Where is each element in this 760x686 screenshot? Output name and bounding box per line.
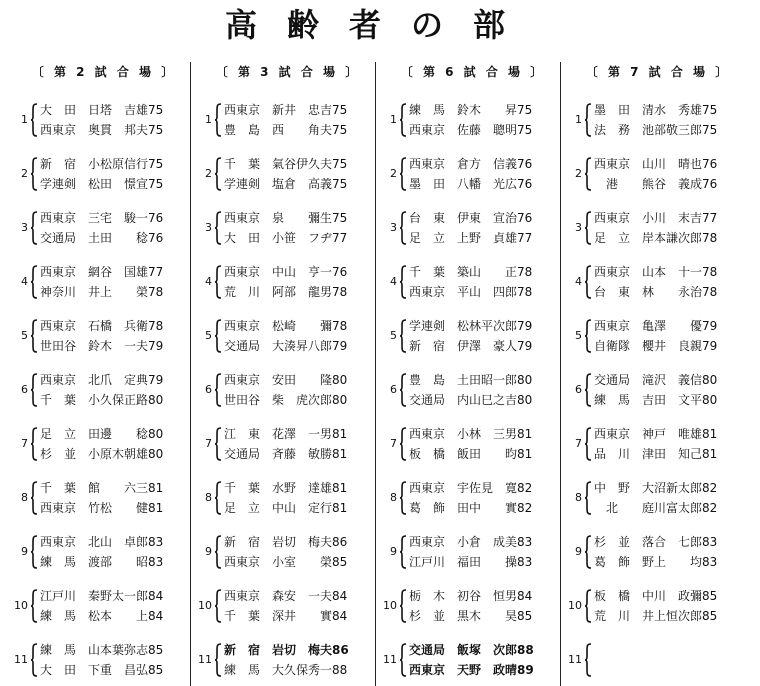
competitor-bottom: 千 葉 小久保正路80 bbox=[40, 393, 164, 407]
brace-icon bbox=[214, 211, 220, 245]
match-row bbox=[198, 370, 378, 412]
competitor-bottom: 自衛隊 櫻井 良親79 bbox=[594, 339, 718, 353]
match-number: 4 bbox=[205, 275, 212, 288]
brace-icon bbox=[399, 211, 405, 245]
competitor-bottom: 葛 飾 田中 實82 bbox=[409, 501, 533, 515]
competitor-top: 西東京 北爪 定典79 bbox=[40, 373, 164, 387]
competitor-bottom: 学連剣 松田 憬宣75 bbox=[40, 177, 164, 191]
match-row bbox=[14, 208, 194, 250]
column-header: 〔 第 2 試 合 場 〕 bbox=[31, 65, 177, 79]
competitor-top: 西東京 森安 一夫84 bbox=[224, 589, 348, 603]
competitor-top: 西東京 安田 隆80 bbox=[224, 373, 348, 387]
competitor-bottom: 荒 川 井上恒次郎85 bbox=[594, 609, 718, 623]
competitor-bottom: 交通局 大湊昇八郎79 bbox=[224, 339, 348, 353]
competitor-top: 新 宿 岩切 梅夫86 bbox=[224, 535, 348, 549]
competitor-top: 中 野 大沼新太郎82 bbox=[594, 481, 718, 495]
competitor-bottom: 品 川 津田 知己81 bbox=[594, 447, 718, 461]
competitor-bottom: 杉 並 小原木朝雄80 bbox=[40, 447, 164, 461]
match-number: 2 bbox=[21, 167, 28, 180]
brace-icon bbox=[214, 373, 220, 407]
match-number: 11 bbox=[383, 653, 397, 666]
competitor-top: 千 葉 氣谷伊久夫75 bbox=[224, 157, 348, 171]
competitor-top: 西東京 小川 末吉77 bbox=[594, 211, 718, 225]
match-number: 9 bbox=[205, 545, 212, 558]
competitor-bottom: 西東京 平山 四郎78 bbox=[409, 285, 533, 299]
brace-icon bbox=[399, 319, 405, 353]
match-number: 7 bbox=[575, 437, 582, 450]
competitor-top: 豊 島 土田昭一郎80 bbox=[409, 373, 533, 387]
brace-icon bbox=[214, 319, 220, 353]
competitor-top: 交通局 滝沢 義信80 bbox=[594, 373, 718, 387]
brace-icon bbox=[584, 211, 590, 245]
brace-icon bbox=[30, 589, 36, 623]
competitor-bottom: 江戸川 福田 操83 bbox=[409, 555, 533, 569]
brace-icon bbox=[584, 481, 590, 515]
competitor-top: 西東京 三宅 駿一76 bbox=[40, 211, 164, 225]
competitor-top: 江戸川 秦野太一郎84 bbox=[40, 589, 164, 603]
competitor-top: 練 馬 鈴木 昇75 bbox=[409, 103, 533, 117]
match-column bbox=[14, 62, 194, 677]
match-row bbox=[383, 478, 563, 520]
match-number: 8 bbox=[21, 491, 28, 504]
brace-icon bbox=[399, 427, 405, 461]
competitor-top: 千 葉 築山 正78 bbox=[409, 265, 533, 279]
match-row bbox=[198, 478, 378, 520]
match-row bbox=[568, 640, 748, 682]
brace-icon bbox=[214, 103, 220, 137]
match-row bbox=[198, 424, 378, 466]
match-row bbox=[568, 586, 748, 628]
match-row bbox=[14, 424, 194, 466]
match-row bbox=[568, 478, 748, 520]
match-row bbox=[198, 586, 378, 628]
match-column bbox=[383, 62, 563, 677]
match-row bbox=[568, 154, 748, 196]
competitor-top: 交通局 飯塚 次郎88 bbox=[409, 643, 534, 657]
match-row bbox=[198, 100, 378, 142]
match-row bbox=[568, 532, 748, 574]
match-row bbox=[198, 208, 378, 250]
match-number: 6 bbox=[205, 383, 212, 396]
column-header: 〔 第 6 試 合 場 〕 bbox=[400, 65, 546, 79]
match-number: 9 bbox=[390, 545, 397, 558]
competitor-top: 西東京 北山 卓郎83 bbox=[40, 535, 164, 549]
brace-icon bbox=[214, 481, 220, 515]
competitor-bottom: 港 熊谷 義成76 bbox=[594, 177, 718, 191]
match-number: 2 bbox=[575, 167, 582, 180]
match-column bbox=[568, 62, 748, 666]
match-row bbox=[383, 262, 563, 304]
brace-icon bbox=[584, 535, 590, 569]
brace-icon bbox=[399, 103, 405, 137]
competitor-bottom: 葛 飾 野上 均83 bbox=[594, 555, 718, 569]
match-number: 8 bbox=[575, 491, 582, 504]
brace-icon bbox=[399, 157, 405, 191]
match-row bbox=[198, 262, 378, 304]
match-number: 5 bbox=[21, 329, 28, 342]
match-row bbox=[14, 370, 194, 412]
competitor-bottom: 西東京 天野 政晴89 bbox=[409, 663, 534, 677]
match-row bbox=[14, 640, 194, 682]
match-number: 7 bbox=[205, 437, 212, 450]
match-number: 10 bbox=[14, 599, 28, 612]
brace-icon bbox=[584, 319, 590, 353]
match-number: 5 bbox=[390, 329, 397, 342]
match-row bbox=[198, 316, 378, 358]
brace-icon bbox=[399, 535, 405, 569]
match-number: 9 bbox=[21, 545, 28, 558]
match-number: 11 bbox=[14, 653, 28, 666]
brace-icon bbox=[30, 535, 36, 569]
competitor-bottom: 学連剣 塩倉 高義75 bbox=[224, 177, 348, 191]
match-row bbox=[198, 154, 378, 196]
competitor-bottom: 新 宿 伊澤 豪人79 bbox=[409, 339, 533, 353]
competitor-top: 西東京 泉 彌生75 bbox=[224, 211, 348, 225]
match-row bbox=[383, 424, 563, 466]
match-row bbox=[568, 316, 748, 358]
brace-icon bbox=[30, 427, 36, 461]
match-number: 11 bbox=[198, 653, 212, 666]
competitor-bottom: 交通局 土田 稔76 bbox=[40, 231, 164, 245]
competitor-top: 千 葉 館 六三81 bbox=[40, 481, 164, 495]
competitor-bottom: 杉 並 黒木 昊85 bbox=[409, 609, 533, 623]
brace-icon bbox=[584, 589, 590, 623]
brace-icon bbox=[30, 211, 36, 245]
match-number: 6 bbox=[390, 383, 397, 396]
competitor-bottom: 西東京 竹松 健81 bbox=[40, 501, 164, 515]
match-row bbox=[14, 316, 194, 358]
brace-icon bbox=[584, 427, 590, 461]
brace-icon bbox=[214, 589, 220, 623]
competitor-top: 杉 並 落合 七郎83 bbox=[594, 535, 718, 549]
brace-icon bbox=[30, 643, 36, 677]
match-number: 1 bbox=[390, 113, 397, 126]
competitor-top: 西東京 亀澤 優79 bbox=[594, 319, 718, 333]
competitor-bottom: 練 馬 吉田 文平80 bbox=[594, 393, 718, 407]
match-number: 3 bbox=[205, 221, 212, 234]
match-row bbox=[383, 316, 563, 358]
match-row bbox=[383, 370, 563, 412]
competitor-bottom: 練 馬 渡部 昭83 bbox=[40, 555, 164, 569]
competitor-bottom: 交通局 斉藤 敏勝81 bbox=[224, 447, 348, 461]
competitor-top: 足 立 田邊 稔80 bbox=[40, 427, 164, 441]
competitor-bottom: 法 務 池部敬三郎75 bbox=[594, 123, 718, 137]
brace-icon bbox=[399, 373, 405, 407]
match-number: 4 bbox=[575, 275, 582, 288]
match-row bbox=[383, 100, 563, 142]
competitor-bottom: 豊 島 西 角夫75 bbox=[224, 123, 348, 137]
match-row bbox=[383, 154, 563, 196]
match-number: 1 bbox=[575, 113, 582, 126]
match-number: 2 bbox=[390, 167, 397, 180]
brace-icon bbox=[584, 265, 590, 299]
match-row bbox=[14, 586, 194, 628]
competitor-bottom: 足 立 中山 定行81 bbox=[224, 501, 348, 515]
match-row bbox=[568, 424, 748, 466]
match-number: 6 bbox=[575, 383, 582, 396]
competitor-bottom: 西東京 佐藤 聰明75 bbox=[409, 123, 533, 137]
match-row bbox=[383, 532, 563, 574]
match-number: 10 bbox=[383, 599, 397, 612]
match-number: 3 bbox=[21, 221, 28, 234]
competitor-bottom: 荒 川 阿部 龍男78 bbox=[224, 285, 348, 299]
competitor-top: 台 東 伊東 宣治76 bbox=[409, 211, 533, 225]
brace-icon bbox=[30, 157, 36, 191]
match-row bbox=[383, 208, 563, 250]
match-row bbox=[14, 532, 194, 574]
match-number: 4 bbox=[21, 275, 28, 288]
competitor-bottom: 足 立 上野 貞雄77 bbox=[409, 231, 533, 245]
competitor-top: 西東京 松崎 彌78 bbox=[224, 319, 348, 333]
competitor-top: 西東京 新井 忠吉75 bbox=[224, 103, 348, 117]
brace-icon bbox=[399, 481, 405, 515]
brace-icon bbox=[584, 373, 590, 407]
competitor-top: 練 馬 山本葉弥志85 bbox=[40, 643, 164, 657]
competitor-top: 新 宿 小松原信行75 bbox=[40, 157, 164, 171]
competitor-top: 栃 木 初谷 恒男84 bbox=[409, 589, 533, 603]
brace-icon bbox=[30, 481, 36, 515]
brace-icon bbox=[30, 319, 36, 353]
competitor-top: 西東京 山川 晴也76 bbox=[594, 157, 718, 171]
match-column bbox=[198, 62, 378, 677]
competitor-bottom: 練 馬 大久保秀一88 bbox=[224, 663, 348, 677]
competitor-bottom: 西東京 小室 榮85 bbox=[224, 555, 348, 569]
competitor-top: 江 東 花澤 一男81 bbox=[224, 427, 348, 441]
match-number: 10 bbox=[198, 599, 212, 612]
match-number: 7 bbox=[21, 437, 28, 450]
competitor-top: 西東京 山本 十一78 bbox=[594, 265, 718, 279]
brace-icon bbox=[30, 103, 36, 137]
match-number: 3 bbox=[390, 221, 397, 234]
brace-icon bbox=[214, 157, 220, 191]
match-row bbox=[198, 640, 378, 682]
column-header: 〔 第 3 試 合 場 〕 bbox=[215, 65, 361, 79]
brace-icon bbox=[399, 589, 405, 623]
brace-icon bbox=[214, 265, 220, 299]
competitor-bottom: 練 馬 松本 上84 bbox=[40, 609, 164, 623]
competitor-top: 西東京 中山 亨一76 bbox=[224, 265, 348, 279]
match-row bbox=[14, 478, 194, 520]
competitor-bottom: 板 橋 飯田 昀81 bbox=[409, 447, 533, 461]
brace-icon bbox=[584, 643, 590, 677]
competitor-bottom: 足 立 岸本謙次郎78 bbox=[594, 231, 718, 245]
competitor-bottom: 世田谷 鈴木 一夫79 bbox=[40, 339, 164, 353]
brace-icon bbox=[214, 643, 220, 677]
match-row bbox=[568, 100, 748, 142]
brace-icon bbox=[30, 265, 36, 299]
brace-icon bbox=[214, 535, 220, 569]
competitor-bottom: 西東京 奥貫 邦夫75 bbox=[40, 123, 164, 137]
match-number: 8 bbox=[390, 491, 397, 504]
competitor-top: 西東京 宇佐見 寛82 bbox=[409, 481, 533, 495]
match-row bbox=[14, 154, 194, 196]
column-header: 〔 第 7 試 合 場 〕 bbox=[585, 65, 731, 79]
match-number: 2 bbox=[205, 167, 212, 180]
match-number: 7 bbox=[390, 437, 397, 450]
match-number: 6 bbox=[21, 383, 28, 396]
competitor-bottom: 大 田 下重 昌弘85 bbox=[40, 663, 164, 677]
competitor-top: 西東京 小林 三男81 bbox=[409, 427, 533, 441]
brace-icon bbox=[584, 103, 590, 137]
match-number: 10 bbox=[568, 599, 582, 612]
page-title: 高齢者の部 bbox=[224, 6, 535, 44]
match-row bbox=[198, 532, 378, 574]
brace-icon bbox=[584, 157, 590, 191]
match-number: 11 bbox=[568, 653, 582, 666]
match-row bbox=[14, 262, 194, 304]
match-number: 5 bbox=[575, 329, 582, 342]
match-number: 5 bbox=[205, 329, 212, 342]
competitor-top: 西東京 倉方 信義76 bbox=[409, 157, 533, 171]
competitor-bottom: 台 東 林 永治78 bbox=[594, 285, 718, 299]
match-row bbox=[383, 640, 563, 682]
brace-icon bbox=[214, 427, 220, 461]
competitor-top: 西東京 石橋 兵衛78 bbox=[40, 319, 164, 333]
competitor-bottom: 大 田 小笹 フヂ77 bbox=[224, 231, 348, 245]
competitor-bottom: 千 葉 深井 實84 bbox=[224, 609, 348, 623]
competitor-bottom: 神奈川 井上 榮78 bbox=[40, 285, 164, 299]
competitor-top: 西東京 網谷 国雄77 bbox=[40, 265, 164, 279]
competitor-top: 学連剣 松林平次郎79 bbox=[409, 319, 533, 333]
competitor-bottom: 交通局 内山巳之吉80 bbox=[409, 393, 533, 407]
match-row bbox=[383, 586, 563, 628]
match-number: 1 bbox=[21, 113, 28, 126]
competitor-top: 新 宿 岩切 梅夫86 bbox=[224, 643, 349, 657]
match-number: 8 bbox=[205, 491, 212, 504]
match-number: 4 bbox=[390, 275, 397, 288]
match-row bbox=[568, 262, 748, 304]
match-row bbox=[568, 370, 748, 412]
competitor-top: 西東京 小倉 成美83 bbox=[409, 535, 533, 549]
competitor-top: 大 田 日塔 吉雄75 bbox=[40, 103, 164, 117]
competitor-bottom: 世田谷 柴 虎次郎80 bbox=[224, 393, 348, 407]
competitor-top: 板 橋 中川 政彌85 bbox=[594, 589, 718, 603]
match-row bbox=[14, 100, 194, 142]
brace-icon bbox=[399, 643, 405, 677]
brace-icon bbox=[30, 373, 36, 407]
match-number: 9 bbox=[575, 545, 582, 558]
competitor-top: 西東京 神戸 唯雄81 bbox=[594, 427, 718, 441]
competitor-bottom: 墨 田 八幡 光広76 bbox=[409, 177, 533, 191]
competitor-top: 墨 田 清水 秀雄75 bbox=[594, 103, 718, 117]
match-row bbox=[568, 208, 748, 250]
competitor-bottom: 北 庭川富太郎82 bbox=[594, 501, 718, 515]
match-number: 1 bbox=[205, 113, 212, 126]
brace-icon bbox=[399, 265, 405, 299]
match-number: 3 bbox=[575, 221, 582, 234]
competitor-top: 千 葉 水野 達雄81 bbox=[224, 481, 348, 495]
